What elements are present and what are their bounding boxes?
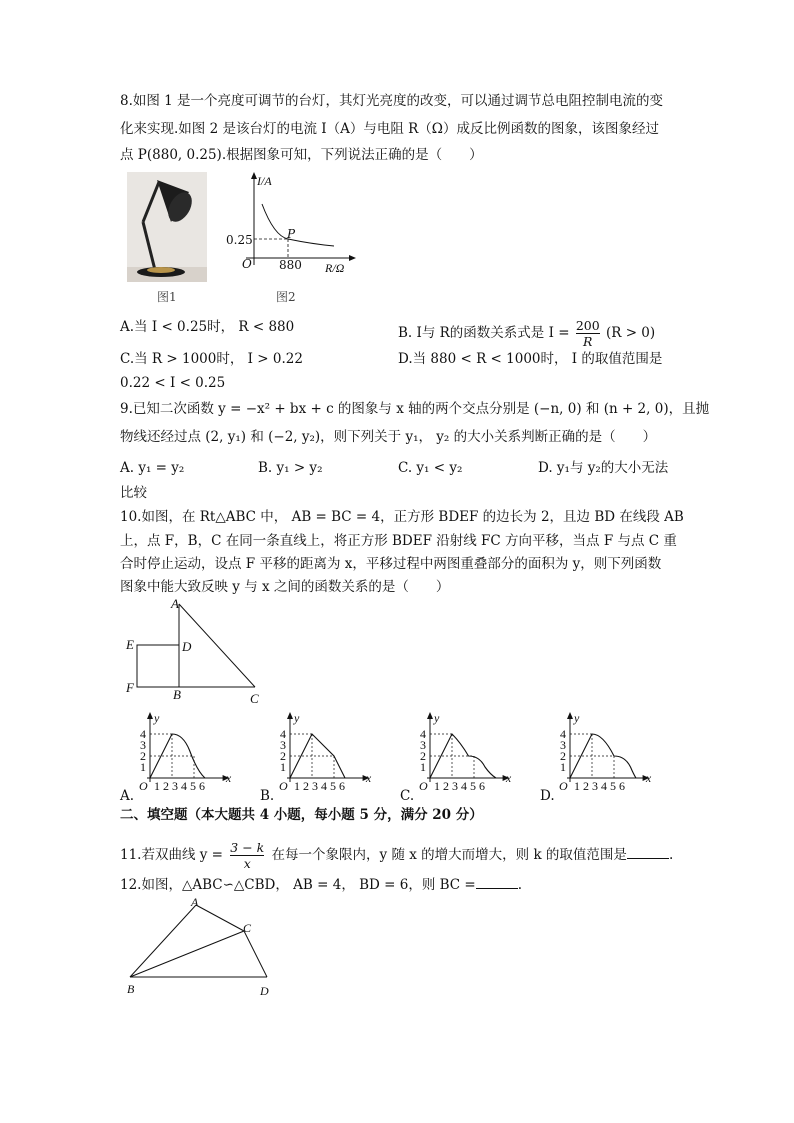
- q11: [120, 840, 673, 871]
- y-tick-4: 4: [560, 727, 566, 741]
- q8-option-c: C.当 R > 1000时， I > 0.22: [120, 351, 303, 367]
- x-label: x: [645, 771, 652, 785]
- q11-answer-blank[interactable]: [627, 846, 669, 859]
- graph-choice-label-b: B.: [260, 788, 275, 804]
- y-tick-4: 4: [280, 727, 286, 741]
- graph-choice-label-a: A.: [120, 788, 135, 804]
- q8-option-b: [398, 318, 655, 349]
- q10-label-d: D: [182, 639, 192, 654]
- origin-label: O: [279, 779, 288, 793]
- q9-option-a: A. y₁ = y₂: [120, 460, 185, 476]
- y-tick-2: 2: [140, 749, 146, 763]
- x-label: x: [505, 771, 512, 785]
- q12-text: 12.如图，△ABC∽△CBD， AB = 4， BD = 6，则 BC =: [120, 877, 476, 893]
- fig2-x-tick: 880: [279, 258, 302, 272]
- q8-line3: 点 P(880, 0.25).根据图象可知，下列说法正确的是（ ）: [120, 147, 483, 163]
- y-tick-1: 1: [280, 760, 286, 774]
- graph-choice-label-c: C.: [400, 788, 415, 804]
- y-label: y: [574, 711, 580, 725]
- x-ticks: 1 2 3 4 5 6: [294, 779, 345, 793]
- fig2-point-label: P: [287, 227, 296, 241]
- section-2-title: 二、填空题（本大题共 4 小题，每小题 5 分，满分 20 分）: [120, 807, 483, 823]
- q9-line2: 物线还经过点 (2, y₁) 和 (−2, y₂)，则下列关于 y₁， y₂ 的大小关系判断正确的是（ ）: [120, 429, 657, 445]
- q12-label-a: A: [191, 895, 199, 909]
- fig2-y-axis-label: I/A: [257, 174, 272, 188]
- q9-line1: 9.已知二次函数 y = −x² + bx + c 的图象与 x 轴的两个交点分别是 (−n, 0) 和 (n + 2, 0)，且抛: [120, 401, 710, 417]
- graph-choice-b: [260, 710, 390, 805]
- graph-choice-c: [400, 710, 530, 805]
- q8-option-d: D.当 880 < R < 1000时， I 的取值范围是: [398, 351, 663, 367]
- origin-label: O: [559, 779, 568, 793]
- y-tick-4: 4: [420, 727, 426, 741]
- y-label: y: [434, 711, 440, 725]
- x-label: x: [225, 771, 232, 785]
- q10-label-b: B: [173, 687, 181, 702]
- q8-option-b-text: B. I与 R的函数关系式是 I =: [398, 325, 570, 341]
- q10-label-f: F: [126, 680, 134, 695]
- graph-choice-a: [120, 710, 250, 805]
- y-tick-3: 3: [560, 738, 566, 752]
- q8-option-a: A.当 I < 0.25时， R < 880: [120, 319, 295, 335]
- y-tick-4: 4: [140, 727, 146, 741]
- q11-denominator: x: [243, 856, 251, 871]
- fig2-origin: O: [242, 257, 252, 271]
- y-label: y: [154, 711, 160, 725]
- graph-choice-d: [540, 710, 670, 805]
- x-ticks: 1 2 3 4 5 6: [154, 779, 205, 793]
- q10-line2: 上，点 F，B，C 在同一条直线上，将正方形 BDEF 沿射线 FC 方向平移，当点 F 与点 C 重: [120, 533, 677, 549]
- similar-triangles-figure: [120, 895, 280, 995]
- q8-option-b-fraction: [576, 318, 600, 349]
- y-axis-arrow: [567, 712, 573, 719]
- q12-end: .: [517, 877, 523, 893]
- y-tick-2: 2: [420, 749, 426, 763]
- fig2-caption: 图2: [276, 290, 296, 304]
- fig1-caption: 图1: [157, 290, 177, 304]
- y-tick-2: 2: [280, 749, 286, 763]
- q10-line4: 图象中能大致反映 y 与 x 之间的函数关系的是（ ）: [120, 579, 450, 595]
- fig2-y-tick: 0.25: [226, 233, 253, 247]
- origin-label: O: [139, 779, 148, 793]
- q8-option-b-numerator: 200: [575, 318, 600, 333]
- q10-line3: 合时停止运动，设点 F 平移的距离为 x，平移过程中两图重叠部分的面积为 y，则下列函数: [120, 556, 662, 572]
- origin-label: O: [419, 779, 428, 793]
- y-tick-3: 3: [420, 738, 426, 752]
- x-ticks: 1 2 3 4 5 6: [574, 779, 625, 793]
- q9-option-b: B. y₁ > y₂: [258, 460, 323, 476]
- y-tick-2: 2: [560, 749, 566, 763]
- q12-label-d: D: [260, 984, 269, 998]
- y-tick-3: 3: [280, 738, 286, 752]
- x-label: x: [365, 771, 372, 785]
- q9-option-d: D. y₁与 y₂的大小无法: [538, 460, 669, 476]
- q11-text: 在每一个象限内，y 随 x 的增大而增大，则 k 的取值范围是: [271, 847, 627, 863]
- q8-line1: 8.如图 1 是一个亮度可调节的台灯，其灯光亮度的改变，可以通过调节总电阻控制电流的变: [120, 93, 664, 109]
- q8-option-b-domain: (R > 0): [605, 325, 656, 341]
- q8-option-d-cont: 0.22 < I < 0.25: [120, 375, 226, 391]
- q11-numerator: 3 − k: [230, 840, 265, 855]
- y-tick-1: 1: [140, 760, 146, 774]
- q10-label-e: E: [126, 637, 134, 652]
- q9-option-c: C. y₁ < y₂: [398, 460, 463, 476]
- y-tick-1: 1: [420, 760, 426, 774]
- q12-label-c: C: [243, 921, 252, 935]
- q12-answer-blank[interactable]: [476, 876, 518, 889]
- fig2-x-axis-label: R/Ω: [325, 261, 345, 275]
- graph-choice-label-d: D.: [540, 788, 555, 804]
- q12-label-b: B: [127, 982, 135, 996]
- x-ticks: 1 2 3 4 5 6: [434, 779, 485, 793]
- q8-option-b-denominator: R: [583, 334, 593, 349]
- y-label: y: [294, 711, 300, 725]
- y-tick-3: 3: [140, 738, 146, 752]
- y-tick-1: 1: [560, 760, 566, 774]
- y-axis-arrow: [427, 712, 433, 719]
- y-axis-arrow: [147, 712, 153, 719]
- y-axis-arrow: [287, 712, 293, 719]
- q11-fraction: [230, 840, 264, 871]
- lamp-photo: [127, 172, 207, 282]
- q10-label-a: A: [171, 596, 179, 611]
- q8-line2: 化来实现.如图 2 是该台灯的电流 I（A）与电阻 R（Ω）成反比例函数的图象，该图象经过: [120, 121, 659, 137]
- q9-option-d-cont: 比较: [120, 485, 147, 501]
- q10-label-c: C: [250, 691, 259, 706]
- q12: [120, 876, 522, 894]
- q11-prefix: 11.若双曲线 y =: [120, 847, 223, 863]
- triangle-square-figure: [120, 592, 280, 702]
- q10-line1: 10.如图，在 Rt△ABC 中， AB = BC = 4，正方形 BDEF 的边长为 2，且边 BD 在线段 AB: [120, 509, 684, 525]
- q11-end: .: [668, 847, 674, 863]
